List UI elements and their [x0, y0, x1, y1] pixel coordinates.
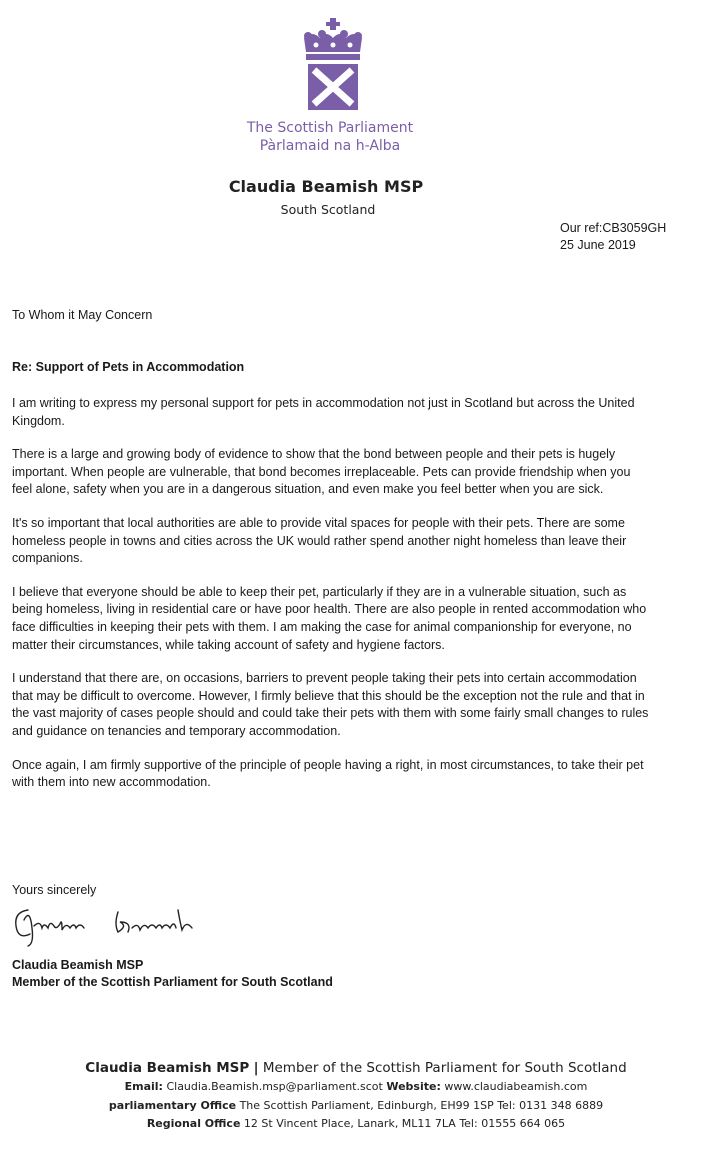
handwritten-signature [10, 900, 220, 950]
paragraph: I am writing to express my personal support for pets in accommodation not just in Scotland but across the United Kingdom. [12, 396, 635, 428]
footer-name: Claudia Beamish MSP [85, 1060, 250, 1076]
letter-date: 25 June 2019 [560, 238, 636, 252]
parliament-name-gaelic: Pàrlamaid na h-Alba [259, 138, 401, 154]
footer-parliamentary-office [0, 1099, 712, 1112]
footer-name-line [0, 1060, 712, 1076]
parliament-name-english: The Scottish Parliament [246, 120, 414, 136]
salutation: To Whom it May Concern [12, 308, 153, 322]
footer-email-label: Email: [124, 1080, 163, 1093]
paragraph: It's so important that local authorities are able to provide vital spaces for people with their pets. There are some homeless people in towns and cities across the UK would rather spend another night homeless than leave their companions. [12, 515, 627, 566]
footer-regional-office [0, 1117, 712, 1130]
letterhead-msp-name: Claudia Beamish MSP [228, 177, 424, 196]
letter-body [12, 395, 652, 808]
subject-line: Re: Support of Pets in Accommodation [12, 360, 245, 374]
closing: Yours sincerely [12, 883, 97, 897]
footer-separator: | [253, 1060, 259, 1076]
footer-role: Member of the Scottish Parliament for South Scotland [262, 1060, 627, 1076]
scottish-parliament-logo-icon [300, 18, 366, 114]
signer-name: Claudia Beamish MSP [12, 958, 144, 972]
paragraph: Once again, I am firmly supportive of the principle of people having a right, in most circumstances, to take their pet with them into new accommodation. [12, 757, 644, 790]
footer-regional-office: 12 St Vincent Place, Lanark, ML11 7LA Tel: 01555 664 065 [243, 1117, 566, 1130]
footer-website[interactable]: www.claudiabeamish.com [444, 1080, 588, 1093]
paragraph: There is a large and growing body of evidence to show that the bond between people and their pets is hugely important. When people are vulnerable, that bond becomes irreplaceable. Pets can provide friendship when you feel alone, safety when you are in a dangerous situation, and even make you feel better when you are sick. [12, 447, 631, 497]
footer-regional-office-label: Regional Office [146, 1117, 241, 1130]
our-reference: Our ref:CB3059GH [560, 221, 667, 235]
footer-parl-office-label: parliamentary Office [108, 1099, 237, 1112]
paragraph: I believe that everyone should be able to keep their pet, particularly if they are in a vulnerable situation, such as being homeless, living in residential care or have poor health. There are also people in rented accommodation who face difficulties in keeping their pets with them. I am making the case for animal companionship for everyone, no matter their circumstances, while taking account of safety and hygiene factors. [12, 584, 647, 652]
footer-contact-line [0, 1080, 712, 1093]
signer-title: Member of the Scottish Parliament for South Scotland [12, 975, 333, 989]
letterhead-region: South Scotland [280, 202, 376, 217]
footer-email[interactable]: Claudia.Beamish.msp@parliament.scot [166, 1080, 383, 1093]
paragraph: I understand that there are, on occasions, barriers to prevent people taking their pets into certain accommodation that may be difficult to overcome. However, I firmly believe that this should be the exception not the rule and that in the vast majority of cases people should and could take their pets with them with some fairly small changes to rules and guidance on tenancies and temporary accommodation. [12, 671, 649, 738]
footer-website-label: Website: [386, 1080, 441, 1093]
footer-parl-office: The Scottish Parliament, Edinburgh, EH99 1SP Tel: 0131 348 6889 [239, 1099, 604, 1112]
